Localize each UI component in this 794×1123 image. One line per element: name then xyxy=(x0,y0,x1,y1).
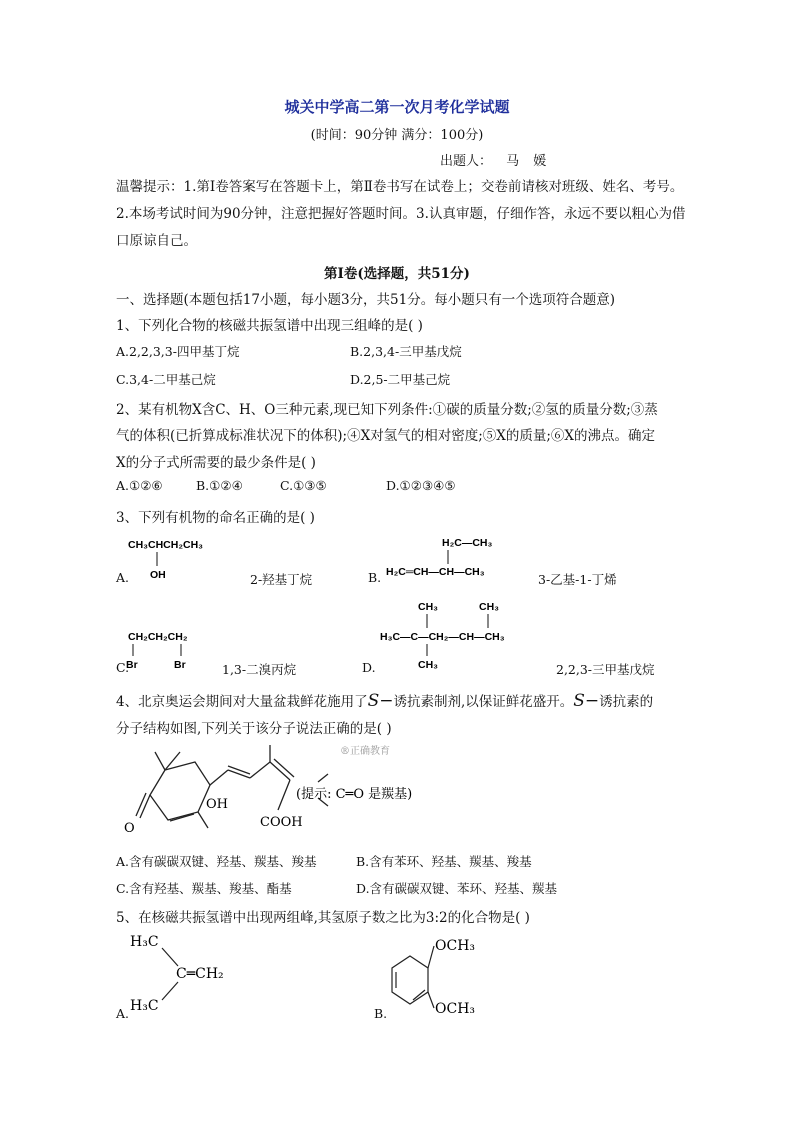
q4-s-symbol-1: S− xyxy=(367,691,394,711)
q5-b-och3-bottom: OCH₃ xyxy=(435,1001,476,1017)
q4-line-1-pre: 4、北京奥运会期间对大量盆栽鲜花施用了 xyxy=(116,694,368,710)
q3-d-name: 2,2,3-三甲基戊烷 xyxy=(556,662,655,677)
q4-line-1 xyxy=(116,690,653,711)
q4-option-c: C.含有羟基、羰基、羧基、酯基 xyxy=(116,881,292,896)
q2-line-3: X的分子式所需要的最少条件是( ) xyxy=(116,455,316,471)
q4-ring-to-o xyxy=(140,795,150,818)
q4-molecule-figure xyxy=(110,740,470,840)
q3-c-name: 1,3-二溴丙烷 xyxy=(222,662,297,677)
q3-b-formula-main: H₂C═CH—CH—CH₃ xyxy=(386,566,485,578)
q5-a-label: A. xyxy=(116,1006,130,1021)
q1-option-a: A.2,2,3,3-四甲基丁烷 xyxy=(116,344,240,359)
q4-methyl-1 xyxy=(155,752,165,770)
q2-option-a: A.①②⑥ xyxy=(116,478,163,493)
q5-b-bond-1 xyxy=(428,946,434,968)
q4-line-1-post: 诱抗素的 xyxy=(599,694,654,710)
q3-c-formula-sub2: Br xyxy=(174,659,186,671)
q4-chain-5 xyxy=(278,780,290,810)
q2-option-b: B.①②④ xyxy=(196,478,243,493)
q5-a-c: C═CH₂ xyxy=(176,966,224,982)
q5-b-och3-top: OCH₃ xyxy=(435,938,476,954)
q3-a-formula-top: CH₃CHCH₂CH₃ xyxy=(128,539,204,551)
q3-d-formula-main: H₃C—C—CH₂—CH—CH₃ xyxy=(380,631,505,643)
notice-paragraph: 温馨提示：1.第Ⅰ卷答案写在答题卡上，第Ⅱ卷书写在试卷上；交卷前请核对班级、姓名、考号。2.本场考试时间为90分钟，注意把握好答题时间。3.认真审题，仔细作答，永远不要以粗心为借口原谅自己。 xyxy=(116,179,686,249)
q3-d-ch3-top-2: CH₃ xyxy=(479,601,500,613)
q2-option-d: D.①②③④⑤ xyxy=(386,478,456,493)
q4-methyl-3 xyxy=(198,812,208,828)
q3-d-label: D. xyxy=(362,660,376,675)
q3-c-label: C. xyxy=(116,660,130,675)
time-info: (时间：90分钟 满分：100分) xyxy=(310,128,484,143)
q5-a-bond-2 xyxy=(162,982,178,1000)
q4-watermark: ®正确教育 xyxy=(340,746,390,757)
q4-co-double xyxy=(136,793,146,816)
section-title: 第Ⅰ卷(选择题，共51分) xyxy=(324,266,470,282)
q3-d-ch3-bottom: CH₃ xyxy=(418,659,439,671)
q1-option-b: B.2,3,4-三甲基戊烷 xyxy=(350,344,462,359)
q3-a-name: 2-羟基丁烷 xyxy=(250,572,313,587)
q4-chain-3 xyxy=(250,762,270,778)
q4-line-1-mid: 诱抗素制剂,以保证鲜花盛开。 xyxy=(393,694,574,710)
q2-line-1: 2、某有机物X含C、H、O三种元素,现已知下列条件:①碳的质量分数;②氢的质量分数;③蒸 xyxy=(116,402,658,418)
q5-b-bond-2 xyxy=(428,992,434,1008)
q3-d-ch3-top-1: CH₃ xyxy=(418,601,439,613)
q4-label-o: O xyxy=(124,821,135,836)
q4-option-a: A.含有碳碳双键、羟基、羰基、羧基 xyxy=(116,854,317,869)
q4-chain-1 xyxy=(210,770,228,785)
q5-b-ring xyxy=(392,956,428,1004)
q3-c-formula-sub1: Br xyxy=(126,659,138,671)
q4-ring-double xyxy=(170,814,194,821)
q3-stem: 3、下列有机物的命名正确的是( ) xyxy=(116,510,315,526)
q4-label-cooh: COOH xyxy=(260,815,303,830)
q4-methyl-2 xyxy=(165,752,180,770)
q4-line-2: 分子结构如图,下列关于该分子说法正确的是( ) xyxy=(116,721,392,737)
q3-a-formula-sub: OH xyxy=(150,569,166,581)
q2-line-2: 气的体积(已折算成标准状况下的体积);④X对氢气的相对密度;⑤X的质量;⑥X的沸点。确定 xyxy=(116,428,656,444)
q3-c-formula-top: CH₂CH₂CH₂ xyxy=(128,631,188,643)
q1-option-d: D.2,5-二甲基己烷 xyxy=(350,372,451,387)
q5-a-h3c-bottom: H₃C xyxy=(130,998,159,1014)
q4-hint-bond-1 xyxy=(318,774,328,782)
q4-chain-2b xyxy=(228,766,250,774)
q4-label-oh: OH xyxy=(206,797,228,812)
q4-hint: (提示: C═O 是羰基) xyxy=(296,787,413,802)
q4-option-d: D.含有碳碳双键、苯环、羟基、羰基 xyxy=(356,881,558,896)
q5-stem: 5、在核磁共振氢谱中出现两组峰,其氢原子数之比为3:2的化合物是( ) xyxy=(116,910,530,926)
q3-a-label: A. xyxy=(116,570,130,585)
exam-title: 城关中学高二第一次月考化学试题 xyxy=(284,98,510,116)
q5-b-label: B. xyxy=(374,1006,388,1021)
q4-ring xyxy=(150,762,210,820)
q3-b-formula-top: H₂C—CH₃ xyxy=(442,537,493,549)
q1-stem: 1、下列化合物的核磁共振氢谱中出现三组峰的是( ) xyxy=(116,318,423,334)
section-instruction: 一、选择题(本题包括17小题，每小题3分，共51分。每小题只有一个选项符合题意) xyxy=(116,292,615,308)
q5-a-h3c-top: H₃C xyxy=(130,934,159,950)
q1-option-c: C.3,4-二甲基己烷 xyxy=(116,372,216,387)
author-line: 出题人： 马 媛 xyxy=(440,154,547,169)
q3-b-name: 3-乙基-1-丁烯 xyxy=(538,572,617,587)
q2-option-c: C.①③⑤ xyxy=(280,478,327,493)
q3-b-label: B. xyxy=(368,570,382,585)
q5-a-bond-1 xyxy=(162,948,178,966)
q4-option-b: B.含有苯环、羟基、羰基、羧基 xyxy=(356,854,532,869)
q4-s-symbol-2: S− xyxy=(573,691,600,711)
q4-chain-2 xyxy=(228,770,250,778)
q5-structures xyxy=(110,928,530,1028)
